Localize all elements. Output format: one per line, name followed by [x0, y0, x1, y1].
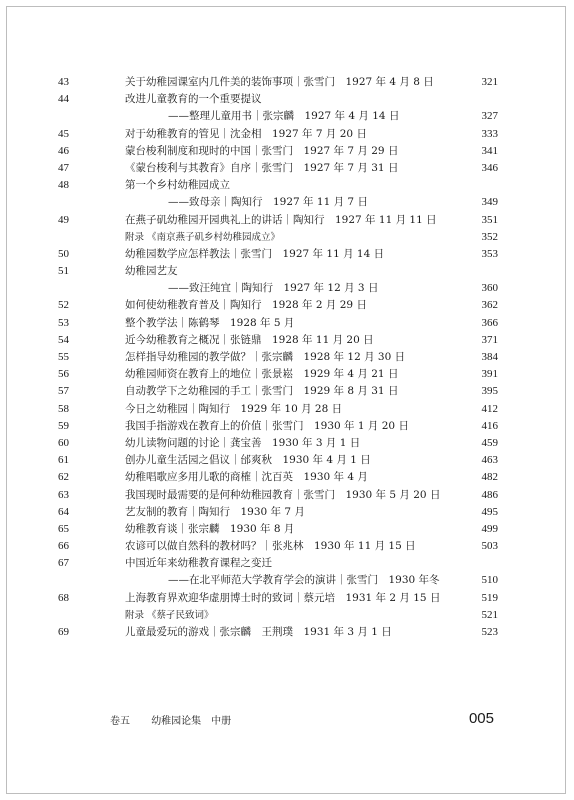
toc-entry-page: 416	[481, 419, 498, 432]
toc-row	[58, 590, 498, 607]
toc-entry-title: 上海教育界欢迎华虚朋博士时的致词｜蔡元培 1931 年 2 月 15 日	[125, 591, 441, 604]
toc-entry-title: 幼稚园艺友	[125, 265, 178, 278]
toc-row	[58, 263, 498, 280]
toc-entry-page: 523	[481, 626, 498, 638]
toc-row	[58, 383, 498, 400]
toc-entry-page: 495	[481, 505, 498, 518]
toc-row	[58, 246, 498, 263]
toc-entry-number: 61	[58, 454, 69, 467]
toc-entry-number: 44	[58, 93, 69, 106]
toc-entry-title: 农谚可以做自然科的教材吗？｜张兆林 1930 年 11 月 15 日	[125, 540, 416, 553]
toc-entry-title: 整个教学法｜陈鹤琴 1928 年 5 月	[125, 316, 295, 329]
toc-entry-title: 幼稚教育谈｜张宗麟 1930 年 8 月	[125, 522, 295, 535]
toc-entry-title: 中国近年来幼稚教育课程之变迁	[125, 557, 272, 570]
toc-row	[58, 624, 498, 641]
toc-entry-page: 384	[481, 351, 498, 363]
toc-row	[58, 349, 498, 366]
toc-entry-page: 503	[481, 540, 498, 553]
toc-row	[58, 435, 498, 452]
toc-entry-page: 349	[481, 196, 498, 209]
toc-entry-page: 346	[481, 161, 498, 174]
toc-entry-number: 57	[58, 385, 69, 398]
toc-entry-number: 60	[58, 436, 69, 449]
toc-entry-number: 62	[58, 471, 69, 484]
toc-row	[58, 572, 498, 589]
toc-entry-title: 在燕子矶幼稚园开园典礼上的讲话｜陶知行 1927 年 11 月 11 日	[125, 213, 437, 226]
toc-row	[58, 160, 498, 177]
toc-entry-title: 近今幼稚教育之概况｜张链鼎 1928 年 11 月 20 日	[125, 333, 374, 346]
toc-row	[58, 108, 498, 125]
toc-entry-title: 改进儿童教育的一个重要提议	[125, 93, 262, 106]
toc-row	[58, 555, 498, 572]
toc-row	[58, 332, 498, 349]
toc-entry-title: 《蒙台梭利与其教育》自序｜张雪门 1927 年 7 月 31 日	[125, 161, 399, 174]
toc-entry-page: 521	[481, 608, 498, 621]
toc-entry-number: 45	[58, 127, 69, 140]
toc-entry-page: 353	[481, 247, 498, 260]
toc-entry-title: 如何使幼稚教育普及｜陶知行 1928 年 2 月 29 日	[125, 299, 367, 312]
toc-entry-number: 55	[58, 351, 69, 363]
toc-entry-title: 艺友制的教育｜陶知行 1930 年 7 月	[125, 505, 305, 518]
toc-entry-number: 43	[58, 76, 69, 88]
footer-caption	[110, 712, 231, 727]
toc-entry-page: 351	[481, 213, 498, 226]
toc-entry-number: 67	[58, 557, 69, 570]
footer-page-number: 005	[468, 710, 494, 727]
toc-entry-title: 关于幼稚园课室内几件美的装饰事项｜张雪门 1927 年 4 月 8 日	[125, 76, 434, 88]
toc-row	[58, 607, 498, 624]
toc-entry-number: 58	[58, 402, 69, 415]
toc-entry-page: 510	[481, 574, 498, 587]
toc-row	[58, 143, 498, 160]
footer-volume: 卷五	[110, 716, 130, 727]
toc-entry-page: 412	[481, 402, 498, 415]
toc-entry-title: 今日之幼稚园｜陶知行 1929 年 10 月 28 日	[125, 402, 343, 415]
toc-row	[58, 177, 498, 194]
toc-entry-number: 49	[58, 213, 69, 226]
toc-entry-page: 463	[481, 454, 498, 467]
toc-entry-page: 371	[481, 333, 498, 346]
toc-entry-page: 352	[481, 230, 498, 243]
toc-entry-page: 486	[481, 488, 498, 501]
toc-entry-page: 395	[481, 385, 498, 398]
toc-entry-title: 第一个乡村幼稚园成立	[125, 179, 230, 192]
toc-row	[58, 401, 498, 418]
toc-entry-page: 366	[481, 316, 498, 329]
toc-entry-title: ——致母亲｜陶知行 1927 年 11 月 7 日	[168, 196, 368, 209]
toc-entry-page: 362	[481, 299, 498, 312]
page-footer	[110, 710, 494, 730]
toc-entry-page: 321	[481, 76, 498, 88]
toc-entry-number: 54	[58, 333, 69, 346]
toc-entry-title: 蒙台梭利制度和现时的中国｜张雪门 1927 年 7 月 29 日	[125, 144, 399, 157]
toc-row	[58, 487, 498, 504]
toc-row	[58, 469, 498, 486]
toc-entry-number: 64	[58, 505, 69, 518]
toc-entry-page: 459	[481, 436, 498, 449]
toc-entry-title: 我国现时最需要的是何种幼稚园教育｜张雪门 1930 年 5 月 20 日	[125, 488, 441, 501]
toc-entry-page: 360	[481, 282, 498, 295]
toc-entry-title: 幼儿读物问题的讨论｜龚宝善 1930 年 3 月 1 日	[125, 436, 361, 449]
toc-row	[58, 538, 498, 555]
toc-row	[58, 74, 498, 91]
toc-entry-title: 幼稚唱歌应多用儿歌的商榷｜沈百英 1930 年 4 月	[125, 471, 368, 484]
toc-entry-title: 对于幼稚教育的管见｜沈金相 1927 年 7 月 20 日	[125, 127, 367, 140]
toc-entry-number: 69	[58, 626, 69, 638]
toc-row	[58, 521, 498, 538]
toc-row	[58, 280, 498, 297]
toc-entry-number: 48	[58, 179, 69, 192]
table-of-contents	[58, 74, 498, 641]
toc-row	[58, 126, 498, 143]
toc-entry-title: 幼稚园数学应怎样教法｜张雪门 1927 年 11 月 14 日	[125, 247, 385, 260]
toc-entry-title: ——在北平师范大学教育学会的演讲｜张雪门 1930 年冬	[168, 574, 440, 587]
toc-entry-title: 怎样指导幼稚园的教学做？｜张宗麟 1928 年 12 月 30 日	[125, 351, 406, 363]
toc-entry-number: 56	[58, 368, 69, 381]
toc-entry-title: 儿童最爱玩的游戏｜张宗麟 王荆璞 1931 年 3 月 1 日	[125, 626, 392, 638]
toc-entry-page: 499	[481, 522, 498, 535]
toc-entry-page: 341	[481, 144, 498, 157]
toc-entry-number: 50	[58, 247, 69, 260]
toc-row	[58, 315, 498, 332]
toc-entry-number: 65	[58, 522, 69, 535]
toc-row	[58, 297, 498, 314]
toc-entry-page: 333	[481, 127, 498, 140]
toc-entry-title: 幼稚园师资在教育上的地位｜张景崧 1929 年 4 月 21 日	[125, 368, 399, 381]
toc-row	[58, 452, 498, 469]
toc-row	[58, 418, 498, 435]
footer-book-title: 幼稚园论集 中册	[151, 716, 232, 727]
toc-entry-title: 创办儿童生活园之倡议｜邰爽秋 1930 年 4 月 1 日	[125, 454, 371, 467]
toc-entry-title: 我国手指游戏在教育上的价值｜张雪门 1930 年 1 月 20 日	[125, 419, 409, 432]
toc-entry-title: ——致汪纯宜｜陶知行 1927 年 12 月 3 日	[168, 282, 379, 295]
toc-entry-number: 53	[58, 316, 69, 329]
toc-row	[58, 366, 498, 383]
toc-entry-number: 63	[58, 488, 69, 501]
toc-row	[58, 194, 498, 211]
toc-entry-number: 47	[58, 161, 69, 174]
toc-entry-number: 68	[58, 591, 69, 604]
toc-entry-number: 51	[58, 265, 69, 278]
toc-entry-page: 391	[481, 368, 498, 381]
toc-entry-number: 46	[58, 144, 69, 157]
toc-entry-number: 66	[58, 540, 69, 553]
toc-entry-title: 附录 《南京燕子矶乡村幼稚园成立》	[125, 231, 281, 243]
toc-entry-title: ——整理儿童用书｜张宗麟 1927 年 4 月 14 日	[168, 110, 400, 123]
toc-entry-page: 519	[481, 591, 498, 604]
toc-row	[58, 229, 498, 246]
toc-entry-number: 59	[58, 419, 69, 432]
toc-row	[58, 504, 498, 521]
toc-entry-page: 327	[481, 110, 498, 123]
toc-entry-number: 52	[58, 299, 69, 312]
toc-entry-title: 附录 《蔡孑民致词》	[125, 609, 214, 621]
toc-entry-page: 482	[481, 471, 498, 484]
toc-entry-title: 自动教学下之幼稚园的手工｜张雪门 1929 年 8 月 31 日	[125, 385, 399, 398]
toc-row	[58, 91, 498, 108]
toc-row	[58, 212, 498, 229]
